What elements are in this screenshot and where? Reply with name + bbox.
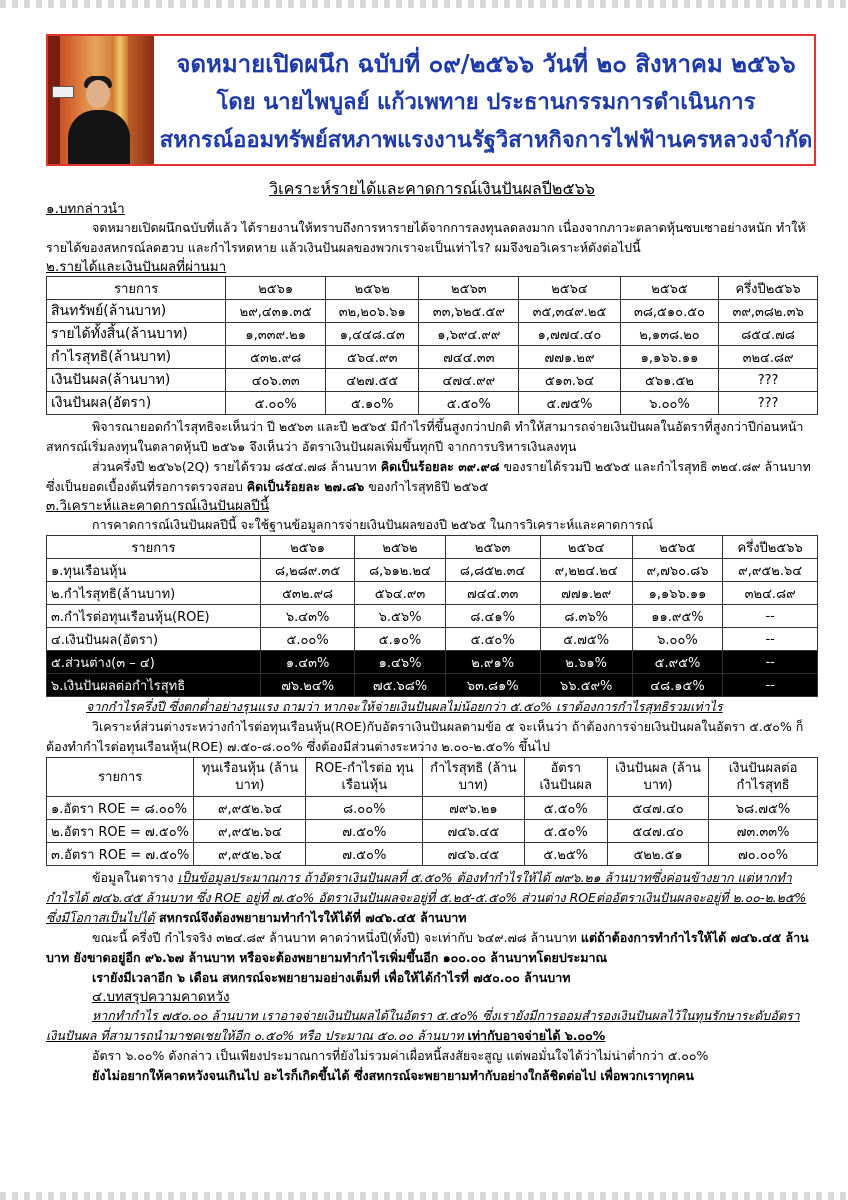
table-cell: ๒.๙๑% bbox=[445, 651, 540, 674]
table-cell: ๘.๔๑% bbox=[445, 605, 540, 628]
table-cell: ๑,๖๙๔.๙๙ bbox=[419, 323, 519, 346]
table-cell: ๘.๐๐% bbox=[306, 797, 423, 820]
table-header-cell: ครึ่งปี๒๕๖๖ bbox=[723, 536, 818, 559]
section3-paragraph3: ข้อมูลในตาราง เป็นข้อมูลประมาณการ ถ้าอัตราเงินปันผลที่ ๕.๕๐% ต้องทำกำไรให้ได้ ๗๙๖.๒๑ ล้านบาทซึ่งค่อนข้างยาก แต่หากทำกำไรได้ ๗๔๖.๔๕ ล้านบาท ซึ่ง ROE อยู่ที่ ๗.๕๐% อัตราเงินปันผลจะอยู่ที่ ๕.๒๕-๕.๕๐% ส่วนต่าง ROEต่ออัตราเงินปันผลจะอยู่ที่ ๒.๐๐-๒.๒๕% ซึ่งมีโอกาสเป็นไปได้ สหกรณ์จึงต้องพยายามทำกำไรให้ได้ที่ ๗๔๖.๔๕ ล้านบาท bbox=[46, 870, 807, 925]
table-cell: -- bbox=[723, 674, 818, 697]
table-cell: -- bbox=[723, 628, 818, 651]
section3-paragraph1: การคาดการณ์เงินปันผลปีนี้ จะใช้ฐานข้อมูลการจ่ายเงินปันผลของปี ๒๕๖๕ ในการวิเคราะห์และคาดการณ์ bbox=[92, 517, 654, 532]
table-cell: ๗.๕๐% bbox=[306, 820, 423, 843]
table-header-cell: รายการ bbox=[47, 277, 226, 300]
section1-heading: ๑.บทกล่าวนำ bbox=[46, 201, 125, 217]
forecast-table bbox=[46, 535, 818, 697]
section4-paragraph3: ยังไม่อยากให้คาดหวังจนเกินไป อะไรก็เกิดขึ้นได้ ซึ่งสหกรณ์จะพยายามทำกับอย่างใกล้ชิดต่อไป เพื่อพวกเราทุกคน bbox=[92, 1068, 694, 1083]
table-cell: ๔๐๖.๓๓ bbox=[226, 369, 326, 392]
table-cell: ๕.๑๐% bbox=[355, 628, 445, 651]
table-cell: ๔๗๔.๙๙ bbox=[419, 369, 519, 392]
table-header-cell: รายการ bbox=[47, 758, 194, 797]
section3-paragraph5: เรายังมีเวลาอีก ๖ เดือน สหกรณ์จะพยายามอย่างเต็มที่ เพื่อให้ได้กำไรที่ ๗๕๐.๐๐ ล้านบาท bbox=[92, 970, 571, 985]
table-cell: ??? bbox=[719, 392, 818, 415]
table-cell: ๕๖๑.๕๒ bbox=[620, 369, 718, 392]
table-row bbox=[47, 605, 818, 628]
roe-scenario-table bbox=[46, 757, 818, 866]
section3-heading: ๓.วิเคราะห์และคาดการณ์เงินปันผลปีนี้ bbox=[46, 498, 270, 514]
table-row bbox=[47, 323, 818, 346]
table-cell: ๖.๐๐% bbox=[632, 628, 723, 651]
table-header-cell: ๒๕๖๑ bbox=[260, 536, 355, 559]
bottom-border bbox=[0, 1192, 848, 1200]
section1-paragraph: จดหมายเปิดผนึกฉบับที่แล้ว ได้รายงานให้ทราบถึงการหารายได้จากการลงทุนลดลงมาก เนื่องจากภาวะตลาดหุ้นซบเซาอย่างหนัก ทำให้รายได้ของสหกรณ์ลดฮวบ และกำไรหดหาย แล้วเงินปันผลของพวกเราจะเป็นเท่าไร? ผมจึงขอวิเคราะห์ดังต่อไปนี้ bbox=[46, 220, 806, 255]
table-cell: ๕.๒๕% bbox=[524, 843, 607, 866]
table-header-cell: ทุนเรือนหุ้น (ล้านบาท) bbox=[194, 758, 306, 797]
table-row bbox=[47, 797, 818, 820]
table-cell: ๗.๕๐% bbox=[306, 843, 423, 866]
banner-title-line3: สหกรณ์ออมทรัพย์สหภาพแรงงานรัฐวิสาหกิจการไฟฟ้านครหลวงจำกัด bbox=[159, 127, 813, 153]
section3-paragraph4: ขณะนี้ ครึ่งปี กำไรจริง ๓๒๔.๘๙ ล้านบาท คาดว่าหนึ่งปี(ทั้งปี) จะเท่ากับ ๖๔๙.๗๘ ล้านบาท แต่ถ้าต้องการทำกำไรให้ได้ ๗๔๖.๔๕ ล้านบาท ยังขาดอยู่อีก ๙๖.๖๗ ล้านบาท หรือจะต้องพยายามทำกำไรเพิ่มขึ้นอีก ๑๐๐.๐๐ ล้านบาทโดยประมาณ bbox=[46, 930, 809, 965]
row-label-cell: ๒.กำไรสุทธิ(ล้านบาท) bbox=[47, 582, 261, 605]
table-cell: ๕๑๓.๖๔ bbox=[519, 369, 621, 392]
table-row bbox=[47, 300, 818, 323]
table-cell: ๗๔๖.๔๕ bbox=[423, 820, 524, 843]
section2-paragraph2: ส่วนครึ่งปี ๒๕๖๖(2Q) รายได้รวม ๘๕๔.๗๘ ล้านบาท คิดเป็นร้อยละ ๓๙.๙๘ ของรายได้รวมปี ๒๕๖๕ และกำไรสุทธิ ๓๒๔.๘๙ ล้านบาท ซึ่งเป็นยอดเบื้องต้นที่รอการตรวจสอบ คิดเป็นร้อยละ ๒๗.๘๖ ของกำไรสุทธิปี ๒๕๖๕ bbox=[46, 459, 811, 494]
table-cell: ๘.๓๖% bbox=[540, 605, 632, 628]
table-header-cell: ROE-กำไรต่อ ทุนเรือนหุ้น bbox=[306, 758, 423, 797]
table-cell: ๘,๘๕๒.๓๔ bbox=[445, 559, 540, 582]
table-cell: ๕.๕๐% bbox=[445, 628, 540, 651]
table-cell: ๔๘.๑๕% bbox=[632, 674, 723, 697]
section4-heading: ๔.บทสรุปความคาดหวัง bbox=[92, 989, 230, 1005]
table-cell: ๙,๗๖๐.๘๖ bbox=[632, 559, 723, 582]
table-row bbox=[47, 582, 818, 605]
table-row bbox=[47, 843, 818, 866]
table-header-cell: กำไรสุทธิ (ล้านบาท) bbox=[423, 758, 524, 797]
row-label-cell: รายได้ทั้งสิ้น(ล้านบาท) bbox=[47, 323, 226, 346]
table-header-cell: ๒๕๖๔ bbox=[519, 277, 621, 300]
table-cell: -- bbox=[723, 605, 818, 628]
section4-paragraph2: อัตรา ๖.๐๐% ดังกล่าว เป็นเพียงประมาณการที่ยังไม่รวมค่าเผื่อหนี้สงสัยจะสูญ แต่พอมั่นใจได้ว่าไม่น่าต่ำกว่า ๕.๐๐% bbox=[92, 1048, 709, 1063]
table-header-cell: ๒๕๖๔ bbox=[540, 536, 632, 559]
table-cell: ๕.๗๕% bbox=[540, 628, 632, 651]
row-label-cell: ๖.เงินปันผลต่อกำไรสุทธิ bbox=[47, 674, 261, 697]
table-cell: ๓๙,๓๘๒.๓๖ bbox=[719, 300, 818, 323]
section3-paragraph2: วิเคราะห์ส่วนต่างระหว่างกำไรต่อทุนเรือนหุ้น(ROE)กับอัตราเงินปันผลตามข้อ ๕ จะเห็นว่า ถ้าต้องการจ่ายเงินปันผลในอัตรา ๕.๕๐% ก็ต้องทำกำไรต่อทุนเรือนหุ้น(ROE) ๗.๕๐-๘.๐๐% ซึ่งต้องมีส่วนต่างระหว่าง ๒.๐๐-๒.๕๐% ขึ้นไป bbox=[46, 719, 804, 754]
table-cell: ๔๒๗.๕๕ bbox=[326, 369, 419, 392]
table-header-cell: ๒๕๖๕ bbox=[632, 536, 723, 559]
table-cell: ๗๔๖.๔๕ bbox=[423, 843, 524, 866]
table-cell: ๗๙๖.๒๑ bbox=[423, 797, 524, 820]
page-title: วิเคราะห์รายได้และคาดการณ์เงินปันผลปี๒๕๖๖ bbox=[269, 179, 595, 198]
table-cell: ๘,๖๑๒.๒๔ bbox=[355, 559, 445, 582]
row-label-cell: เงินปันผล(อัตรา) bbox=[47, 392, 226, 415]
table-cell: ๘,๒๘๙.๓๕ bbox=[260, 559, 355, 582]
table-cell: ๙,๙๕๒.๖๔ bbox=[723, 559, 818, 582]
top-border bbox=[0, 0, 848, 8]
table-cell: ๓๒๔.๘๙ bbox=[723, 582, 818, 605]
table-cell: ๕.๙๕% bbox=[632, 651, 723, 674]
table-cell: ๘๕๔.๗๘ bbox=[719, 323, 818, 346]
table-cell: ๗๔๔.๓๓ bbox=[419, 346, 519, 369]
table-cell: ๓๓,๖๒๕.๕๙ bbox=[419, 300, 519, 323]
table-cell: ๕.๐๐% bbox=[226, 392, 326, 415]
table-cell: ๕๒๒.๕๑ bbox=[607, 843, 708, 866]
table-header-cell: ๒๕๖๕ bbox=[620, 277, 718, 300]
table-cell: ๖.๐๐% bbox=[620, 392, 718, 415]
income-dividend-table bbox=[46, 276, 818, 415]
table-cell: ๕.๑๐% bbox=[326, 392, 419, 415]
table-cell: ๑,๓๓๙.๒๑ bbox=[226, 323, 326, 346]
table-cell: ๖.๔๓% bbox=[260, 605, 355, 628]
chairman-photo bbox=[48, 36, 154, 164]
table-cell: ๙,๙๕๒.๖๔ bbox=[194, 843, 306, 866]
table-cell: ๕๔๗.๔๐ bbox=[607, 797, 708, 820]
row-label-cell: ๓.กำไรต่อทุนเรือนหุ้น(ROE) bbox=[47, 605, 261, 628]
table-cell: ๕๓๒.๙๘ bbox=[226, 346, 326, 369]
table-header-cell: อัตรา เงินปันผล bbox=[524, 758, 607, 797]
table-cell: ๒.๖๑% bbox=[540, 651, 632, 674]
table-cell: ๗๕.๖๘% bbox=[355, 674, 445, 697]
table-row bbox=[47, 346, 818, 369]
document-body bbox=[46, 176, 818, 1086]
table-cell: ๖๖.๕๙% bbox=[540, 674, 632, 697]
table-cell: ๑.๔๓% bbox=[260, 651, 355, 674]
table-header-cell: เงินปันผล (ล้านบาท) bbox=[607, 758, 708, 797]
table-header-cell: ครึ่งปี๒๕๖๖ bbox=[719, 277, 818, 300]
table-cell: ๖๓.๘๑% bbox=[445, 674, 540, 697]
table-cell: ๖๘.๗๕% bbox=[709, 797, 818, 820]
table-header-cell: รายการ bbox=[47, 536, 261, 559]
banner-title-line1: จดหมายเปิดผนึก ฉบับที่ ๐๙/๒๕๖๖ วันที่ ๒๐ สิงหาคม ๒๕๖๖ bbox=[176, 49, 796, 78]
table-cell: ๕.๐๐% bbox=[260, 628, 355, 651]
row-label-cell: ๓.อัตรา ROE = ๗.๕๐% bbox=[47, 843, 194, 866]
table-row bbox=[47, 651, 818, 674]
table-header-cell: ๒๕๖๓ bbox=[445, 536, 540, 559]
row-label-cell: ๑.ทุนเรือนหุ้น bbox=[47, 559, 261, 582]
row-label-cell: สินทรัพย์(ล้านบาท) bbox=[47, 300, 226, 323]
section3-note: จากกำไรครึ่งปี ซึ่งตกต่ำอย่างรุนแรง ถามว่า หากจะให้จ่ายเงินปันผลไม่น้อยกว่า ๕.๕๐% เราต้องการกำไรสุทธิรวมเท่าไร bbox=[86, 699, 723, 714]
table-cell: ๗๗๑.๒๙ bbox=[540, 582, 632, 605]
table-cell: ๙,๙๕๒.๖๔ bbox=[194, 797, 306, 820]
table-cell: -- bbox=[723, 651, 818, 674]
table-row bbox=[47, 820, 818, 843]
table-cell: ๗๖.๒๔% bbox=[260, 674, 355, 697]
row-label-cell: ๒.อัตรา ROE = ๗.๕๐% bbox=[47, 820, 194, 843]
section2-heading: ๒.รายได้และเงินปันผลที่ผ่านมา bbox=[46, 259, 227, 275]
table-header-cell: ๒๕๖๒ bbox=[355, 536, 445, 559]
row-label-cell: ๑.อัตรา ROE = ๘.๐๐% bbox=[47, 797, 194, 820]
table-cell: ๗๗๑.๒๙ bbox=[519, 346, 621, 369]
banner-title-line2: โดย นายไพบูลย์ แก้วเพทาย ประธานกรรมการดำเนินการ bbox=[216, 89, 756, 115]
table-cell: ๒๙,๔๓๑.๓๕ bbox=[226, 300, 326, 323]
table-row bbox=[47, 559, 818, 582]
table-cell: ๕.๕๐% bbox=[524, 820, 607, 843]
row-label-cell: ๔.เงินปันผล(อัตรา) bbox=[47, 628, 261, 651]
row-label-cell: เงินปันผล(ล้านบาท) bbox=[47, 369, 226, 392]
section4-paragraph1: หากทำกำไร ๗๕๐.๐๐ ล้านบาท เราอาจจ่ายเงินปันผลได้ในอัตรา ๕.๕๐% ซึ่งเรายังมีการออมสำรองเงินปันผลไว้ในทุนรักษาระดับอัตราเงินปันผล ที่สามารถนำมาชดเชยให้อีก ๐.๕๐% หรือ ประมาณ ๕๐.๐๐ ล้านบาท เท่ากับอาจจ่ายได้ ๖.๐๐% bbox=[46, 1008, 800, 1043]
table-row bbox=[47, 628, 818, 651]
section2-paragraph1: พิจารณายอดกำไรสุทธิจะเห็นว่า ปี ๒๕๖๓ และปี ๒๕๖๕ มีกำไรที่ขึ้นสูงกว่าปกติ ทำให้สามารถจ่ายเงินปันผลในอัตราที่สูงกว่าปีก่อนหน้า สหกรณ์เริ่มลงทุนในตลาดหุ้นปี ๒๕๖๑ จึงเห็นว่า อัตราเงินปันผลเพิ่มขึ้นทุกปี จากการบริหารเงินลงทุน bbox=[46, 419, 804, 454]
table-row bbox=[47, 369, 818, 392]
table-cell: ๕.๕๐% bbox=[419, 392, 519, 415]
table-row bbox=[47, 674, 818, 697]
table-cell: ๕๓๒.๙๘ bbox=[260, 582, 355, 605]
table-cell: ๓๒๔.๘๙ bbox=[719, 346, 818, 369]
table-cell: ๑,๔๔๘.๔๓ bbox=[326, 323, 419, 346]
table-cell: ๙,๙๕๒.๖๔ bbox=[194, 820, 306, 843]
table-cell: ??? bbox=[719, 369, 818, 392]
table-cell: ๗๔๔.๓๓ bbox=[445, 582, 540, 605]
table-cell: ๖.๕๖% bbox=[355, 605, 445, 628]
table-cell: ๗๐.๐๐% bbox=[709, 843, 818, 866]
table-header-cell: เงินปันผลต่อ กำไรสุทธิ bbox=[709, 758, 818, 797]
table-cell: ๒,๑๓๘.๒๐ bbox=[620, 323, 718, 346]
table-cell: ๑๑.๙๕% bbox=[632, 605, 723, 628]
table-cell: ๓๘,๕๑๐.๕๐ bbox=[620, 300, 718, 323]
table-cell: ๕.๗๕% bbox=[519, 392, 621, 415]
table-cell: ๓๒,๒๐๖.๖๑ bbox=[326, 300, 419, 323]
table-row bbox=[47, 392, 818, 415]
table-header-cell: ๒๕๖๑ bbox=[226, 277, 326, 300]
table-cell: ๕๔๗.๔๐ bbox=[607, 820, 708, 843]
table-cell: ๙,๒๒๔.๒๔ bbox=[540, 559, 632, 582]
table-cell: ๕.๕๐% bbox=[524, 797, 607, 820]
table-cell: ๑,๑๖๖.๑๑ bbox=[620, 346, 718, 369]
table-header-cell: ๒๕๖๓ bbox=[419, 277, 519, 300]
table-cell: ๑,๗๗๔.๔๐ bbox=[519, 323, 621, 346]
table-header-cell: ๒๕๖๒ bbox=[326, 277, 419, 300]
row-label-cell: กำไรสุทธิ(ล้านบาท) bbox=[47, 346, 226, 369]
table-cell: ๑,๑๖๖.๑๑ bbox=[632, 582, 723, 605]
table-cell: ๕๖๔.๙๓ bbox=[326, 346, 419, 369]
table-cell: ๕๖๔.๙๓ bbox=[355, 582, 445, 605]
header-banner bbox=[46, 34, 816, 166]
table-cell: ๓๕,๓๔๙.๒๕ bbox=[519, 300, 621, 323]
row-label-cell: ๕.ส่วนต่าง(๓ – ๔) bbox=[47, 651, 261, 674]
table-cell: ๗๓.๓๓% bbox=[709, 820, 818, 843]
table-cell: ๑.๔๖% bbox=[355, 651, 445, 674]
